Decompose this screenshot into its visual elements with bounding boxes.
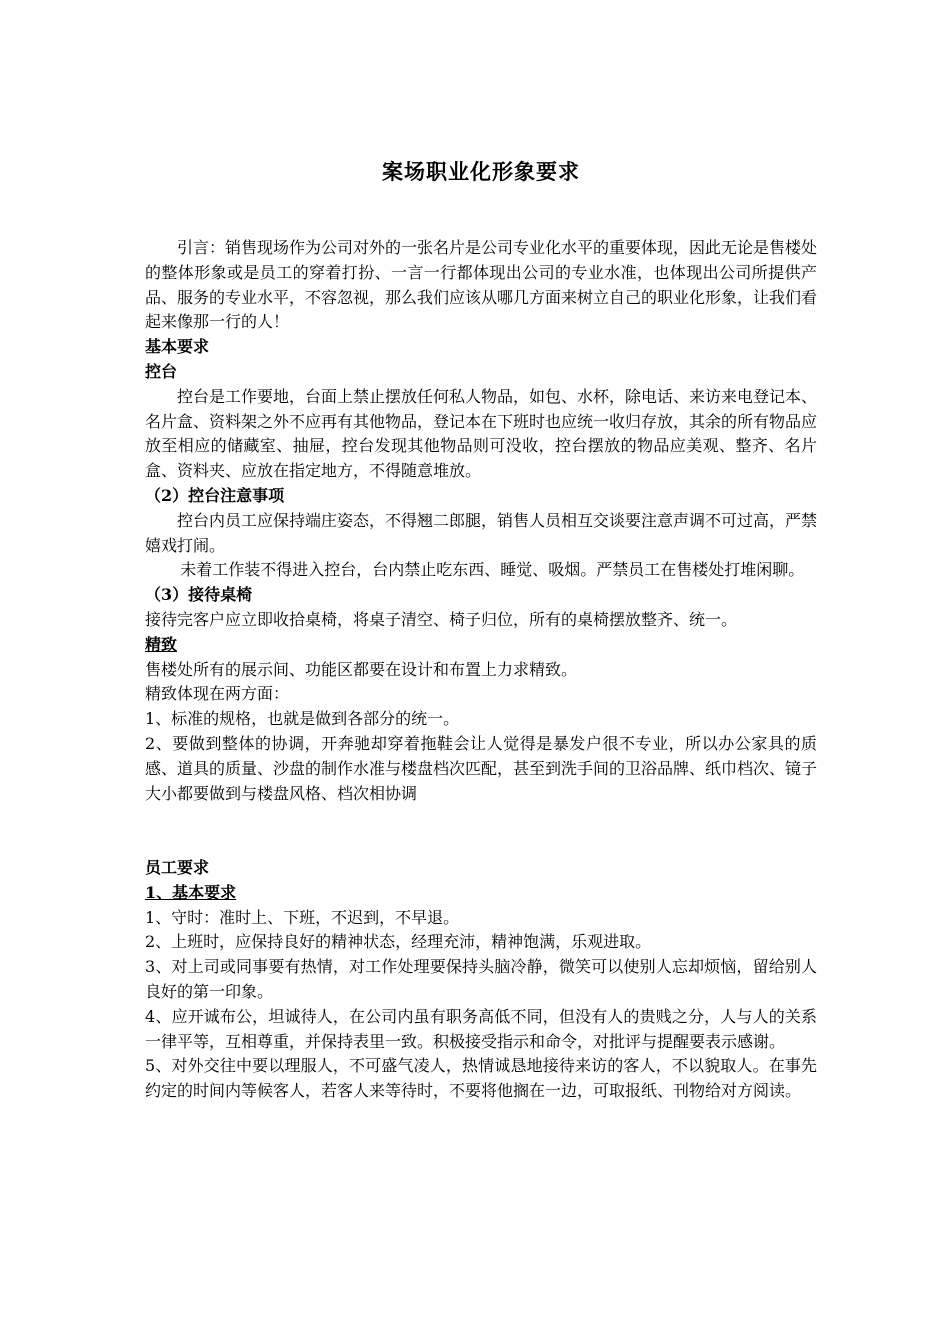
- refined-line-2: 精致体现在两方面：: [145, 684, 290, 704]
- document-body: [145, 236, 817, 1104]
- section-spacer: [145, 831, 817, 856]
- control-notice-heading: （2）控台注意事项: [145, 485, 285, 505]
- document-title: 案场职业化形象要求: [382, 159, 580, 184]
- refined-item-1: 1、标准的规格，也就是做到各部分的统一。: [145, 709, 460, 729]
- staff-basic-heading: 1、基本要求: [145, 882, 237, 902]
- staff-requirements-heading: 员工要求: [145, 857, 210, 877]
- control-notice-paragraph-2: 未着工作装不得进入控台，台内禁止吃东西、睡觉、吸烟。严禁员工在售楼处打堆闲聊。: [180, 560, 805, 580]
- control-desk-heading: 控台: [145, 361, 178, 381]
- staff-item: 2、上班时，应保持良好的精神状态，经理充沛，精神饱满，乐观进取。: [145, 932, 652, 952]
- refined-item-2: 2、要做到整体的协调，开奔驰却穿着拖鞋会让人觉得是暴发户很不专业，所以办公家具的质感、道具的质量、沙盘的制作水准与楼盘档次匹配，甚至到洗手间的卫浴品牌、纸巾档次、镜子大小都要做到与楼盘风格、档次相协调: [145, 733, 818, 803]
- staff-item: 5、对外交往中要以理服人，不可盛气凌人，热情诚恳地接待来访的客人，不以貌取人。在事先约定的时间内等候客人，若客人来等待时，不要将他搁在一边，可取报纸、刊物给对方阅读。: [145, 1056, 817, 1101]
- intro-paragraph: 引言：销售现场作为公司对外的一张名片是公司专业化水平的重要体现，因此无论是售楼处的整体形象或是员工的穿着打扮、一言一行都体现出公司的专业水准，也体现出公司所提供产品、服务的专业水平，不容忽视，那么我们应该从哪几方面来树立自己的职业化形象，让我们看起来像那一行的人！: [145, 238, 818, 332]
- reception-chairs-paragraph: 接待完客户应立即收拾桌椅，将桌子清空、椅子归位，所有的桌椅摆放整齐、统一。: [145, 609, 738, 629]
- staff-item: 3、对上司或同事要有热情，对工作处理要保持头脑冷静，微笑可以使别人忘却烦恼，留给别人良好的第一印象。: [145, 957, 817, 1001]
- reception-chairs-heading: （3）接待桌椅: [145, 585, 253, 605]
- basic-requirements-heading: 基本要求: [145, 337, 210, 357]
- control-desk-paragraph: 控台是工作要地，台面上禁止摆放任何私人物品，如包、水杯，除电话、来访来电登记本、名片盒、资料架之外不应再有其他物品，登记本在下班时也应统一收归存放，其余的所有物品应放至相应的储藏室、抽屉，控台发现其他物品则可没收，控台摆放的物品应美观、整齐、名片盒、资料夹、应放在指定地方，不得随意堆放。: [145, 386, 818, 481]
- section-spacer: [145, 806, 817, 831]
- refined-line-1: 售楼处所有的展示间、功能区都要在设计和布置上力求精致。: [145, 659, 578, 679]
- refined-heading: 精致: [145, 634, 178, 654]
- staff-item: 4、应开诚布公，坦诚待人，在公司内虽有职务高低不同，但没有人的贵贱之分，人与人的关系一律平等，互相尊重，并保持表里一致。积极接受指示和命令，对批评与提醒要表示感谢。: [145, 1006, 817, 1051]
- staff-item: 1、守时：准时上、下班，不迟到，不早退。: [145, 907, 460, 927]
- control-notice-paragraph-1: 控台内员工应保持端庄姿态，不得翘二郎腿，销售人员相互交谈要注意声调不可过高，严禁嬉戏打闹。: [145, 510, 818, 555]
